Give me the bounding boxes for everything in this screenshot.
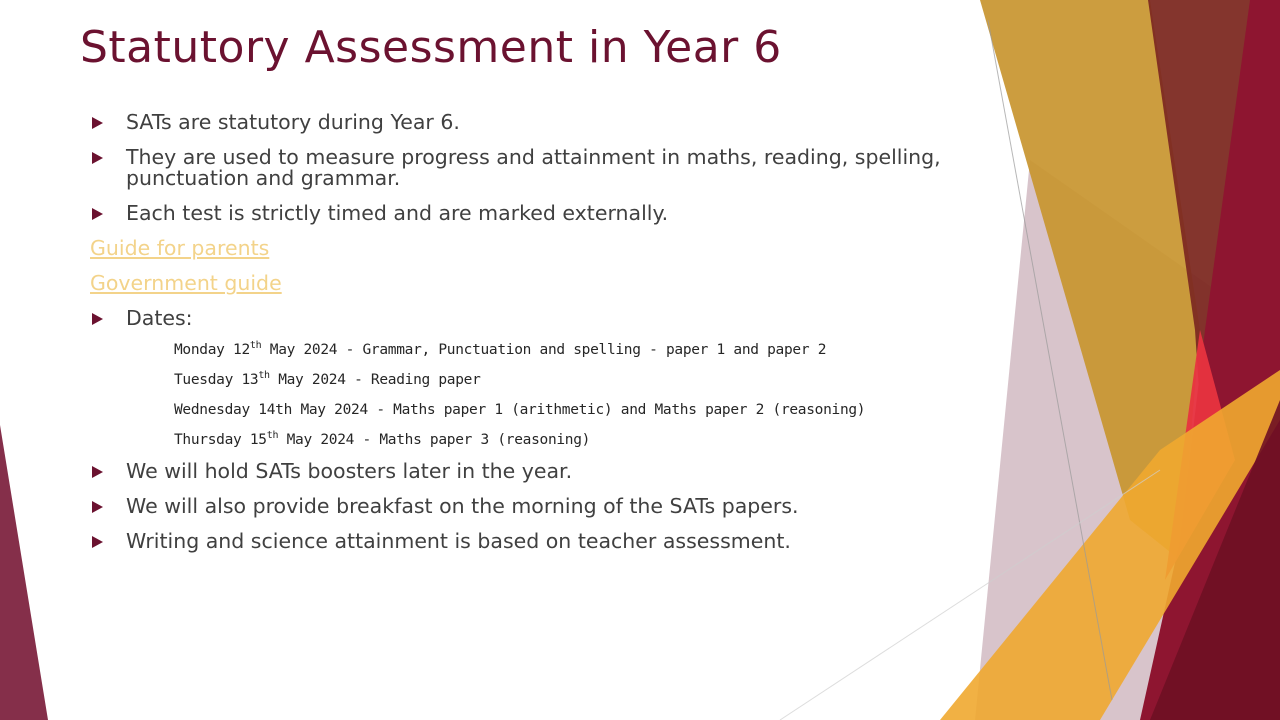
bullet-item <box>90 112 970 133</box>
decor-left-crimson <box>0 425 48 720</box>
date-item: Wednesday 14th May 2024 - Maths paper 1 (arithmetic) and Maths paper 2 (reasoning) <box>174 402 866 418</box>
bullet-text: They are used to measure progress and attainment in maths, reading, spelling, punctuation and grammar. <box>126 145 941 190</box>
bullet-item <box>90 147 970 189</box>
link-row <box>90 238 970 259</box>
dates-label: Dates: <box>126 306 193 330</box>
triangle-bullet-icon <box>92 152 103 164</box>
bullet-item <box>90 308 970 329</box>
slide-title: Statutory Assessment in Year 6 <box>80 22 782 73</box>
bullet-text: We will hold SATs boosters later in the year. <box>126 459 573 483</box>
slide-body <box>90 112 970 566</box>
triangle-bullet-icon <box>92 466 103 478</box>
triangle-bullet-icon <box>92 117 103 129</box>
link-row <box>90 273 970 294</box>
bullet-item <box>90 496 970 517</box>
bullet-text: We will also provide breakfast on the morning of the SATs papers. <box>126 494 799 518</box>
guide-for-parents-link[interactable]: Guide for parents <box>90 236 270 260</box>
date-item: Monday 12th May 2024 - Grammar, Punctuation and spelling - paper 1 and paper 2 <box>174 340 827 358</box>
bullet-item <box>90 461 970 482</box>
bullet-item <box>90 203 970 224</box>
bullet-text: Writing and science attainment is based on teacher assessment. <box>126 529 791 553</box>
bullet-item <box>90 531 970 552</box>
triangle-bullet-icon <box>92 208 103 220</box>
triangle-bullet-icon <box>92 313 103 325</box>
triangle-bullet-icon <box>92 536 103 548</box>
bullet-text: SATs are statutory during Year 6. <box>126 110 460 134</box>
date-item: Tuesday 13th May 2024 - Reading paper <box>174 370 481 388</box>
bullet-text: Each test is strictly timed and are marked externally. <box>126 201 669 225</box>
date-item: Thursday 15th May 2024 - Maths paper 3 (reasoning) <box>174 430 591 448</box>
government-guide-link[interactable]: Government guide <box>90 271 282 295</box>
dates-list <box>174 341 970 449</box>
triangle-bullet-icon <box>92 501 103 513</box>
